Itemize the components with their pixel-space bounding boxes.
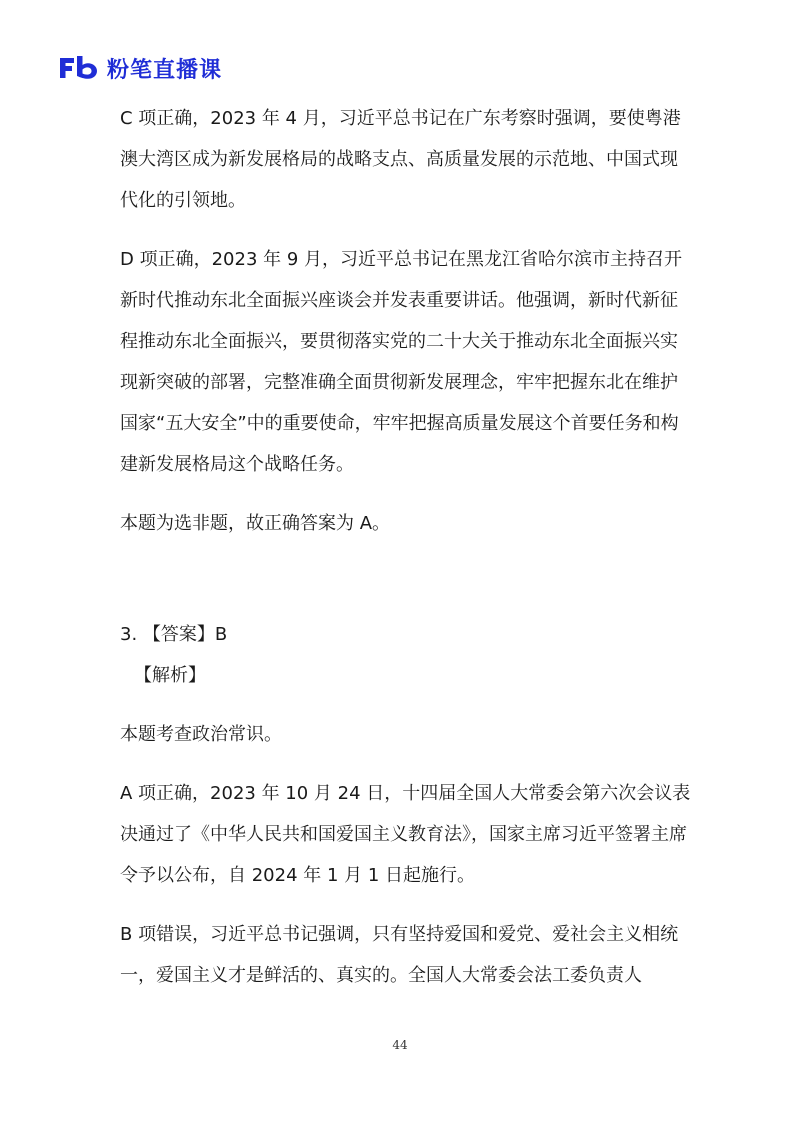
q3-topic: 本题考查政治常识。 [120,724,282,745]
q3-analysis-label: 【解析】 [134,665,206,686]
brand-name: 粉笔直播课 [107,57,223,83]
paragraph-option-d: D 项正确，2023 年 9 月，习近平总书记在黑龙江省哈尔滨市主持召开新时代推动东北全面振兴座谈会并发表重要讲话。他强调，新时代新征程推动东北全面振兴，要贯彻落实党的二十大关于推动东北全面振兴实现新突破的部署，完整准确全面贯彻新发展理念，牢牢把握东北在维护国家“五大安全”中的重要使命，牢牢把握高质量发展这个首要任务和构建新发展格局这个战略任务。 [120,249,683,475]
section-gap [120,562,695,614]
page-number: 44 [392,1038,408,1052]
conclusion-text: 本题为选非题，故正确答案为 A。 [120,513,391,534]
q3-paragraph-option-a: A 项正确，2023 年 10 月 24 日，十四届全国人大常委会第六次会议表决通过了《中华人民共和国爱国主义教育法》，国家主席习近平签署主席令予以公布，自 2024 年 1 月 1 日起施行。 [120,783,691,886]
header [57,52,222,84]
document-body [120,98,695,1014]
q3-paragraph-option-b: B 项错误，习近平总书记强调，只有坚持爱国和爱党、爱社会主义相统一，爱国主义才是鲜活的、真实的。全国人大常委会法工委负责人 [120,924,679,986]
q3-answer: 3. 【答案】B [120,624,228,645]
paragraph-option-c: C 项正确，2023 年 4 月，习近平总书记在广东考察时强调，要使粤港澳大湾区成为新发展格局的战略支点、高质量发展的示范地、中国式现代化的引领地。 [120,108,681,211]
fb-logo-icon [57,54,101,82]
